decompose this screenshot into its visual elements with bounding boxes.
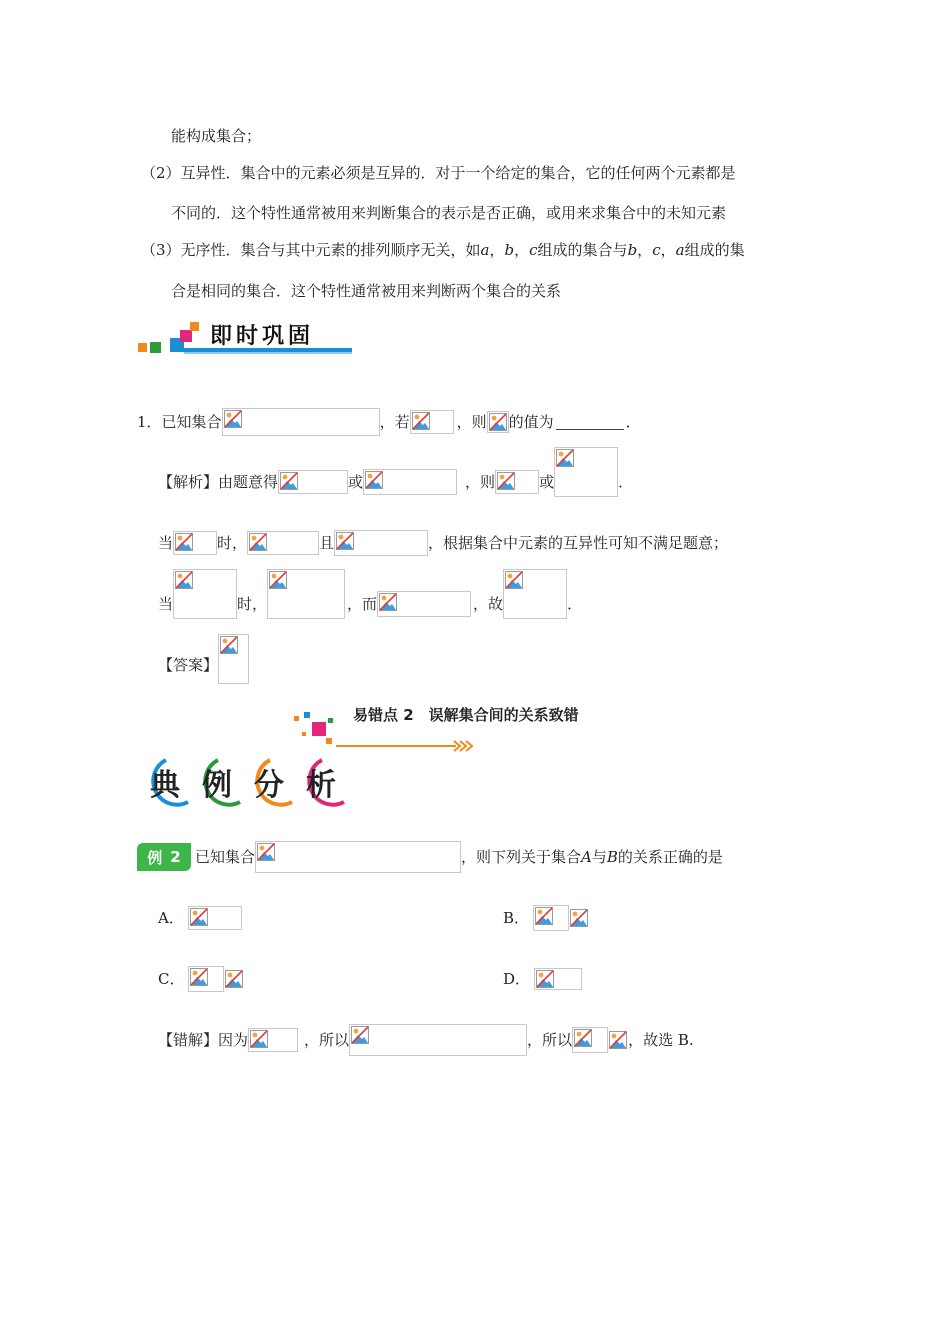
text: ，而 — [347, 594, 378, 613]
formula-image — [534, 968, 582, 990]
option-d-label: D． — [503, 969, 531, 988]
formula-image — [572, 1027, 608, 1053]
broken-image-icon — [412, 412, 430, 430]
text: 时， — [237, 594, 268, 613]
property-3-line-a — [141, 235, 745, 265]
text: 时， — [217, 533, 248, 552]
text: ，所以 — [304, 1030, 350, 1049]
var-c: c — [529, 240, 538, 259]
formula-image — [334, 530, 428, 556]
var-B: B — [606, 847, 618, 866]
formula-image — [495, 470, 539, 494]
text: ，故选 B. — [628, 1030, 694, 1049]
text: 当 — [158, 594, 174, 613]
text: ． — [625, 412, 641, 431]
broken-image-icon — [505, 571, 523, 589]
formula-image — [503, 569, 567, 619]
broken-image-icon — [379, 593, 397, 611]
text: ，若 — [379, 412, 410, 431]
option-a-label: A． — [158, 908, 184, 927]
answer-label: 【答案】 — [158, 655, 219, 674]
text: ． — [567, 594, 583, 613]
broken-image-icon — [175, 533, 193, 551]
text: ，则下列关于集合 — [461, 847, 582, 866]
broken-image-icon — [250, 1030, 268, 1048]
broken-image-icon — [489, 413, 507, 431]
broken-image-icon — [220, 636, 238, 654]
option-a[interactable] — [158, 903, 242, 933]
broken-image-icon — [574, 1029, 592, 1047]
text: 的值为 — [508, 412, 554, 431]
consolidate-banner — [136, 318, 356, 360]
text: 能构成集合； — [171, 126, 262, 145]
text: ． — [618, 472, 634, 491]
broken-image-icon — [225, 970, 243, 988]
text: 合是相同的集合．这个特性通常被用来判断两个集合的关系 — [171, 281, 562, 300]
consolidate-title: 即时巩固 — [210, 323, 315, 349]
formula-image — [278, 470, 348, 494]
broken-image-icon — [249, 533, 267, 551]
option-d[interactable] — [503, 964, 582, 994]
var-A: A — [581, 847, 592, 866]
option-c[interactable] — [158, 964, 244, 994]
banner-char: 析 — [306, 768, 336, 803]
var-b: b — [627, 240, 638, 259]
sep: ， — [637, 240, 653, 259]
text: 因为 — [218, 1030, 249, 1049]
broken-image-icon — [536, 970, 554, 988]
text: 由题意得 — [218, 472, 279, 491]
formula-image — [267, 569, 345, 619]
formula-image — [569, 908, 589, 928]
exercise-1-analysis — [158, 467, 633, 497]
text: 已知集合 — [161, 412, 222, 431]
broken-image-icon — [570, 909, 588, 927]
banner-char: 分 — [254, 768, 284, 803]
text: ，故 — [473, 594, 504, 613]
formula-image — [487, 411, 509, 433]
exercise-1-answer — [158, 650, 249, 680]
formula-image — [608, 1030, 628, 1050]
formula-image — [222, 408, 380, 436]
broken-image-icon — [556, 449, 574, 467]
option-b[interactable] — [503, 903, 589, 933]
formula-image — [533, 905, 569, 931]
broken-image-icon — [257, 843, 275, 861]
property-3-line-b — [171, 276, 561, 306]
formula-image — [188, 906, 242, 930]
broken-image-icon — [336, 532, 354, 550]
formula-image — [349, 1024, 527, 1056]
answer-blank[interactable] — [556, 415, 624, 430]
section-title: 易错点 2 误解集合间的关系致错 — [353, 705, 579, 724]
example-2-question — [137, 842, 723, 872]
banner-char: 典 — [150, 768, 180, 803]
wrong-solution-label: 【错解】 — [158, 1030, 219, 1049]
properties-line-0 — [171, 121, 261, 151]
text: 组成的集 — [684, 240, 745, 259]
formula-image — [554, 447, 618, 497]
formula-image — [248, 1028, 298, 1052]
property-2-line-a — [141, 158, 736, 188]
text: （2）互异性．集合中的元素必须是互异的．对于一个给定的集合，它的任何两个元素都是 — [141, 163, 736, 182]
example-badge — [137, 843, 191, 871]
option-c-label: C． — [158, 969, 185, 988]
var-a: a — [675, 240, 685, 259]
sep: ， — [489, 240, 505, 259]
exercise-1-case-2 — [158, 589, 582, 619]
formula-image — [255, 841, 461, 873]
formula-image — [173, 531, 217, 555]
text: （3）无序性．集合与其中元素的排列顺序无关，如 — [141, 240, 481, 259]
broken-image-icon — [224, 410, 242, 428]
analysis-banner — [136, 708, 496, 808]
text: 或 — [348, 472, 364, 491]
broken-image-icon — [609, 1031, 627, 1049]
text: ，所以 — [527, 1030, 573, 1049]
broken-image-icon — [351, 1026, 369, 1044]
text: 不同的．这个特性通常被用来判断集合的表示是否正确，或用来求集合中的未知元素 — [171, 203, 727, 222]
sep: ， — [514, 240, 530, 259]
formula-image — [363, 469, 457, 495]
text: 的关系正确的是 — [617, 847, 723, 866]
option-b-label: B． — [503, 908, 530, 927]
text: 当 — [158, 533, 174, 552]
banner-char: 例 — [202, 768, 232, 803]
sep: ， — [660, 240, 676, 259]
text: ，则 — [465, 472, 496, 491]
broken-image-icon — [280, 472, 298, 490]
analysis-label: 【解析】 — [158, 472, 219, 491]
broken-image-icon — [497, 472, 515, 490]
broken-image-icon — [190, 968, 208, 986]
text: ，根据集合中元素的互异性可知不满足题意； — [428, 533, 729, 552]
formula-image — [224, 969, 244, 989]
var-c: c — [652, 240, 661, 259]
question-number: 1． — [137, 412, 162, 431]
text: 或 — [539, 472, 555, 491]
formula-image — [173, 569, 237, 619]
broken-image-icon — [190, 908, 208, 926]
formula-image — [377, 591, 471, 617]
formula-image — [410, 410, 454, 434]
exercise-1-question — [137, 407, 641, 437]
text: 组成的集合与 — [537, 240, 628, 259]
broken-image-icon — [175, 571, 193, 589]
broken-image-icon — [535, 907, 553, 925]
formula-image — [188, 966, 224, 992]
badge-number: 2 — [170, 848, 181, 866]
broken-image-icon — [365, 471, 383, 489]
text: 与 — [591, 847, 607, 866]
text: 已知集合 — [195, 847, 256, 866]
var-a: a — [480, 240, 490, 259]
formula-image — [247, 531, 319, 555]
var-b: b — [504, 240, 515, 259]
text: ，则 — [456, 412, 487, 431]
broken-image-icon — [269, 571, 287, 589]
wrong-solution — [158, 1025, 694, 1055]
badge-text: 例 — [147, 848, 163, 867]
formula-image — [218, 634, 249, 684]
property-2-line-b — [171, 198, 726, 228]
exercise-1-case-1 — [158, 528, 728, 558]
text: 且 — [319, 533, 335, 552]
